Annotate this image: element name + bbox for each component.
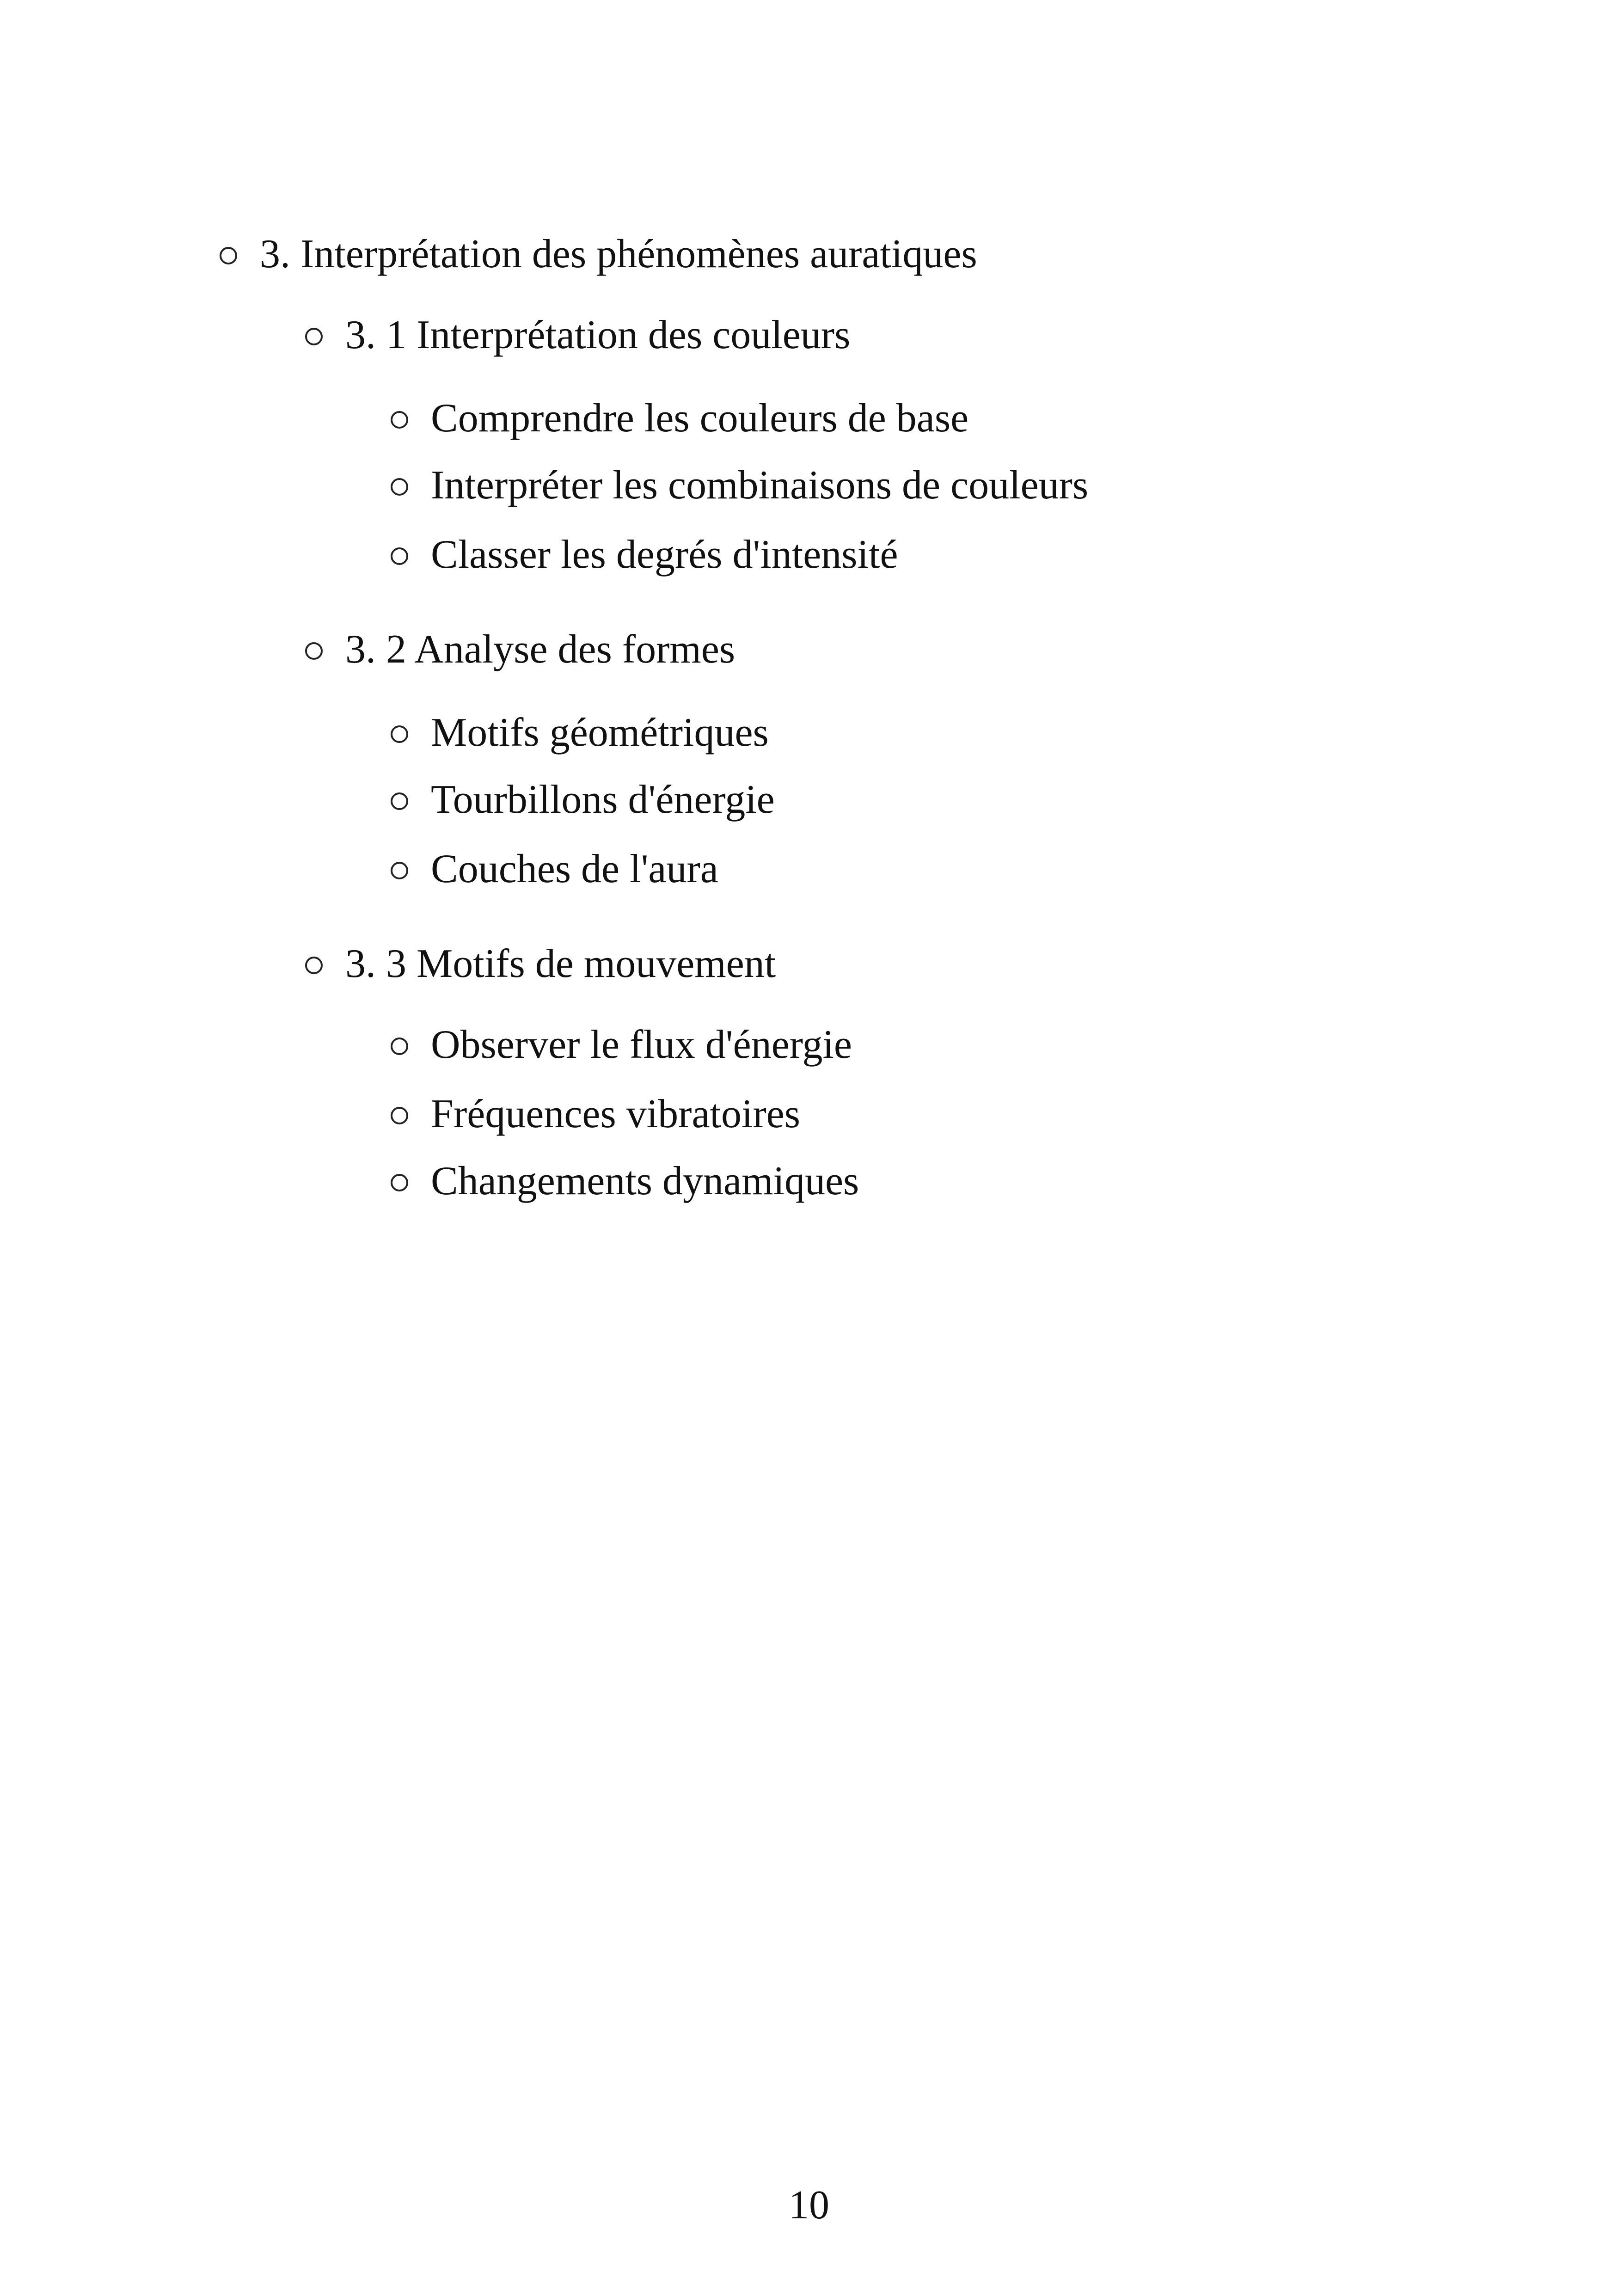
hollow-bullet-icon [220, 247, 237, 264]
hollow-bullet-icon [391, 792, 408, 810]
outline-subsection-title: 3. 1 Interprétation des couleurs [345, 313, 851, 357]
outline-subsection-title: 3. 3 Motifs de mouvement [345, 941, 776, 986]
outline-item-label: Classer les degrés d'intensité [431, 532, 898, 577]
outline-item-label: Fréquences vibratoires [431, 1092, 801, 1136]
hollow-bullet-icon [391, 1107, 408, 1124]
hollow-bullet-icon [391, 547, 408, 565]
hollow-bullet-icon [305, 957, 323, 974]
outline-item-label: Comprendre les couleurs de base [431, 396, 969, 441]
outline-item-label: Tourbillons d'énergie [431, 777, 775, 822]
outline-section-title: 3. Interprétation des phénomènes auratiques [260, 232, 977, 276]
outline-item-label: Observer le flux d'énergie [431, 1022, 852, 1067]
outline-item-label: Motifs géométriques [431, 710, 769, 755]
hollow-bullet-icon [391, 411, 408, 429]
hollow-bullet-icon [391, 1037, 408, 1055]
outline-subsection-title: 3. 2 Analyse des formes [345, 627, 735, 672]
outline-item-label: Interpréter les combinaisons de couleurs [431, 463, 1089, 508]
outline-item-label: Couches de l'aura [431, 847, 718, 891]
hollow-bullet-icon [391, 478, 408, 496]
hollow-bullet-icon [391, 862, 408, 879]
page-number: 10 [789, 2183, 829, 2228]
outline-item-label: Changements dynamiques [431, 1159, 859, 1203]
hollow-bullet-icon [391, 1174, 408, 1191]
hollow-bullet-icon [391, 725, 408, 743]
hollow-bullet-icon [305, 642, 323, 660]
hollow-bullet-icon [305, 328, 323, 345]
